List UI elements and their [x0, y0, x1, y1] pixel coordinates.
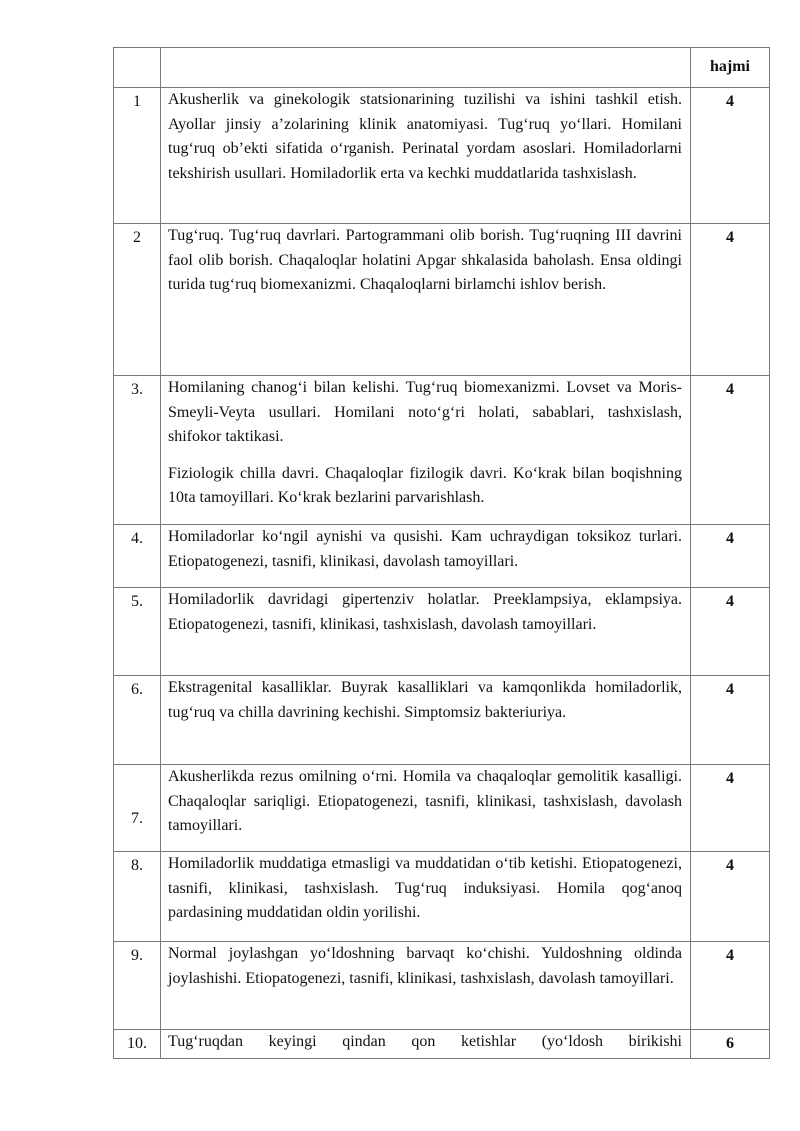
- topic-paragraph: Homiladorlik davridagi gipertenziv holatlar. Preeklampsiya, eklampsiya. Etiopatogenezi, tasnifi, klinikasi, tashxislash, davolash tamoyillari.: [168, 591, 682, 633]
- table-row: [114, 942, 770, 1030]
- table-header-row: [114, 48, 770, 88]
- row-topic: [161, 852, 691, 942]
- topic-paragraph: Homilaning chanog‘i bilan kelishi. Tug‘ruq biomexanizmi. Lovset va Moris-Smeyli-Veyta usullari. Homilani noto‘g‘ri holati, sabablari, tashxislash, shifokor taktikasi.: [168, 379, 682, 445]
- row-number: 3.: [114, 376, 161, 525]
- topics-table: [113, 47, 770, 1059]
- row-topic: [161, 376, 691, 525]
- row-topic: [161, 588, 691, 676]
- topic-paragraph: Tug‘ruqdan keyingi qindan qon ketishlar (yo‘ldosh birikishi: [168, 1033, 682, 1050]
- table-row: [114, 376, 770, 525]
- row-topic: [161, 942, 691, 1030]
- row-topic: [161, 765, 691, 852]
- row-topic: [161, 676, 691, 765]
- row-number: 5.: [114, 588, 161, 676]
- row-hours: 4: [691, 765, 770, 852]
- row-number: 10.: [114, 1030, 161, 1059]
- row-hours: 4: [691, 588, 770, 676]
- table-row: [114, 224, 770, 376]
- row-hours: 4: [691, 676, 770, 765]
- row-hours: 4: [691, 376, 770, 525]
- table-row: [114, 676, 770, 765]
- row-hours: 4: [691, 525, 770, 588]
- row-number: 1: [114, 88, 161, 224]
- topic-paragraph: Ekstragenital kasalliklar. Buyrak kasalliklari va kamqonlikda homiladorlik, tug‘ruq va chilla davrining kechishi. Simptomsiz bakteriuriya.: [168, 679, 682, 721]
- row-hours: 4: [691, 852, 770, 942]
- table-row: [114, 765, 770, 852]
- table-row: [114, 588, 770, 676]
- row-topic: [161, 224, 691, 376]
- topic-paragraph: Normal joylashgan yo‘ldoshning barvaqt ko‘chishi. Yuldoshning oldinda joylashishi. Etiopatogenezi, tasnifi, klinikasi, tashxislash, davolash tamoyillari.: [168, 945, 682, 987]
- row-number: 7.: [114, 765, 161, 852]
- topic-paragraph: Fiziologik chilla davri. Chaqaloqlar fizilogik davri. Ko‘krak bilan boqishning 10ta tamoyillari. Ko‘krak bezlarini parvarishlash.: [168, 464, 682, 506]
- row-hours: 4: [691, 224, 770, 376]
- header-hours-cell: hajmi: [691, 48, 770, 88]
- row-topic: [161, 525, 691, 588]
- row-hours: 4: [691, 942, 770, 1030]
- row-number: 4.: [114, 525, 161, 588]
- row-topic: [161, 88, 691, 224]
- topic-paragraph: Homiladorlik muddatiga etmasligi va muddatidan o‘tib ketishi. Etiopatogenezi, tasnifi, klinikasi, tashxislash. Tug‘ruq induksiyasi. Homila qog‘anoq pardasining muddatidan oldin yorilishi.: [168, 855, 682, 921]
- topic-paragraph: Tug‘ruq. Tug‘ruq davrlari. Partogrammani olib borish. Tug‘ruqning III davrini faol olib borish. Chaqaloqlar holatini Apgar shkalasida baholash. Ensa oldingi turida tug‘ruq biomexanizmi. Chaqaloqlarni birlamchi ishlov berish.: [168, 227, 682, 293]
- table-row: [114, 1030, 770, 1059]
- topic-paragraph: Akusherlikda rezus omilning o‘rni. Homila va chaqaloqlar gemolitik kasalligi. Chaqaloqlar sariqligi. Etiopatogenezi, tasnifi, klinikasi, tashxislash, davolash tamoyillari.: [168, 768, 682, 834]
- row-topic: [161, 1030, 691, 1059]
- row-number: 9.: [114, 942, 161, 1030]
- row-number: 6.: [114, 676, 161, 765]
- row-hours: 6: [691, 1030, 770, 1059]
- table-row: [114, 852, 770, 942]
- header-topic-cell: [161, 48, 691, 88]
- header-num-cell: [114, 48, 161, 88]
- curriculum-table-page: [113, 47, 769, 1059]
- table-row: [114, 88, 770, 224]
- topic-paragraph: Homiladorlar ko‘ngil aynishi va qusishi. Kam uchraydigan toksikoz turlari. Etiopatogenezi, tasnifi, klinikasi, davolash tamoyillari.: [168, 528, 682, 570]
- table-row: [114, 525, 770, 588]
- row-hours: 4: [691, 88, 770, 224]
- row-number: 2: [114, 224, 161, 376]
- row-number: 8.: [114, 852, 161, 942]
- topic-paragraph: Akusherlik va ginekologik statsionarining tuzilishi va ishini tashkil etish. Ayollar jinsiy a’zolarining klinik anatomiyasi. Tug‘ruq yo‘llari. Homilani tug‘ruq ob’ekti sifatida o‘rganish. Perinatal yordam asoslari. Homiladorlarni tekshirish usullari. Homiladorlik erta va kechki muddatlarida tashxislash.: [168, 91, 682, 182]
